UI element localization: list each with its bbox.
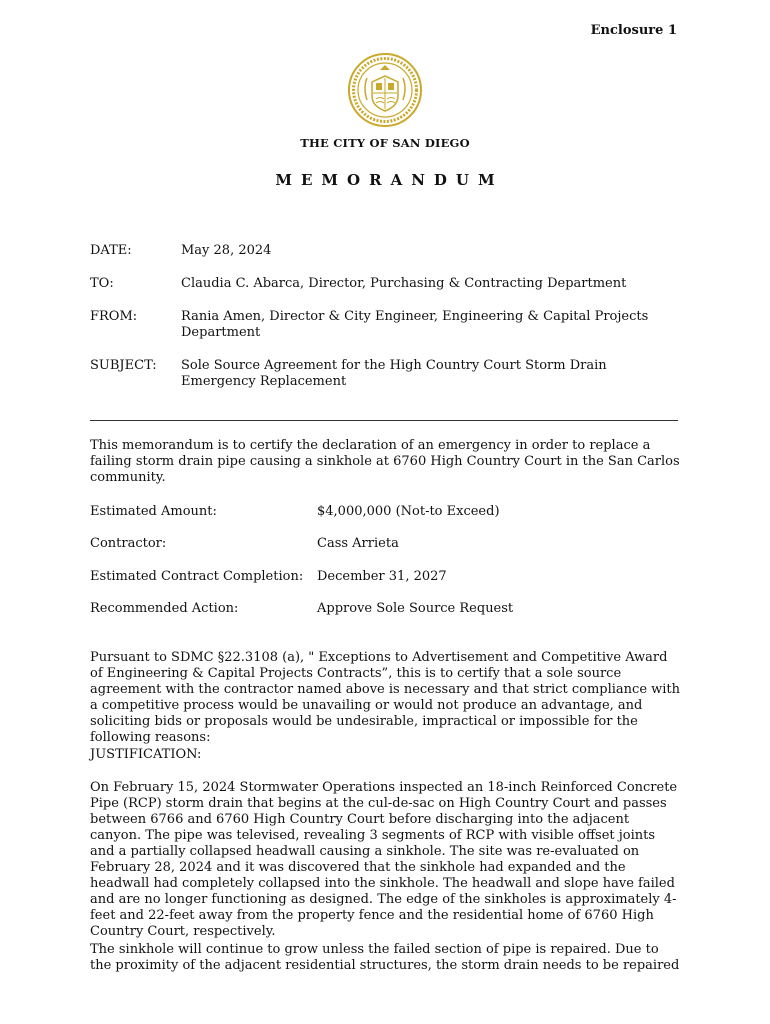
date-value: May 28, 2024 bbox=[181, 243, 272, 258]
subject-value: Sole Source Agreement for the High Country Court Storm Drain Emergency Replacement bbox=[181, 358, 607, 389]
recommended-action-value: Approve Sole Source Request bbox=[317, 601, 514, 616]
city-seal-logo bbox=[347, 52, 423, 128]
completion-value: December 31, 2027 bbox=[317, 569, 447, 584]
from-value: Rania Amen, Director & City Engineer, Engineering & Capital Projects Department bbox=[181, 309, 649, 340]
city-name: THE CITY OF SAN DIEGO bbox=[300, 136, 470, 150]
estimated-amount-label: Estimated Amount: bbox=[90, 504, 217, 519]
completion-label: Estimated Contract Completion: bbox=[90, 569, 304, 584]
intro-paragraph: This memorandum is to certify the declaration of an emergency in order to replace a failing storm drain pipe causing a sinkhole at 6760 High Country Court in the San Carlos community. bbox=[90, 438, 680, 485]
header-divider bbox=[90, 420, 678, 421]
closing-paragraph: The sinkhole will continue to grow unless the failed section of pipe is repaired. Due to the proximity of the adjacent residential structures, the storm drain needs to be repaired bbox=[90, 942, 680, 973]
justification-paragraph: On February 15, 2024 Stormwater Operations inspected an 18-inch Reinforced Concrete Pipe (RCP) storm drain that begins at the cul-de-sac on High Country Court and passes between 6766 and 6760 High Country Court before discharging into the adjacent canyon. The pipe was televised, revealing 3 segments of RCP with visible offset joints and a partially collapsed headwall causing a sinkhole. The site was re-evaluated on February 28, 2024 and it was discovered that the sinkhole had expanded and the headwall had completely collapsed into the sinkhole. The headwall and slope have failed and are no longer functioning as designed. The edge of the sinkholes is approximately 4-feet and 22-feet away from the property fence and the residential home of 6760 High Country Court, respectively. bbox=[90, 780, 678, 939]
date-label: DATE: bbox=[90, 243, 132, 258]
enclosure-label: Enclosure 1 bbox=[590, 23, 677, 38]
memorandum-title: MEMORANDUM bbox=[275, 171, 504, 189]
justification-heading: JUSTIFICATION: bbox=[90, 747, 202, 762]
recommended-action-label: Recommended Action: bbox=[90, 601, 239, 616]
estimated-amount-value: $4,000,000 (Not-to Exceed) bbox=[317, 504, 500, 519]
contractor-value: Cass Arrieta bbox=[317, 536, 399, 551]
pursuant-paragraph: Pursuant to SDMC §22.3108 (a), " Exceptions to Advertisement and Competitive Award of Engineering & Capital Projects Contracts”, this is to certify that a sole source agreement with the contractor named above is necessary and that strict compliance with a competitive process would be unavailing or would not produce an advantage, and soliciting bids or proposals would be undesirable, impractical or impossible for the following reasons: bbox=[90, 650, 681, 745]
from-label: FROM: bbox=[90, 309, 138, 324]
subject-label: SUBJECT: bbox=[90, 358, 157, 373]
to-value: Claudia C. Abarca, Director, Purchasing & Contracting Department bbox=[181, 276, 627, 291]
contractor-label: Contractor: bbox=[90, 536, 167, 551]
to-label: TO: bbox=[90, 276, 114, 291]
